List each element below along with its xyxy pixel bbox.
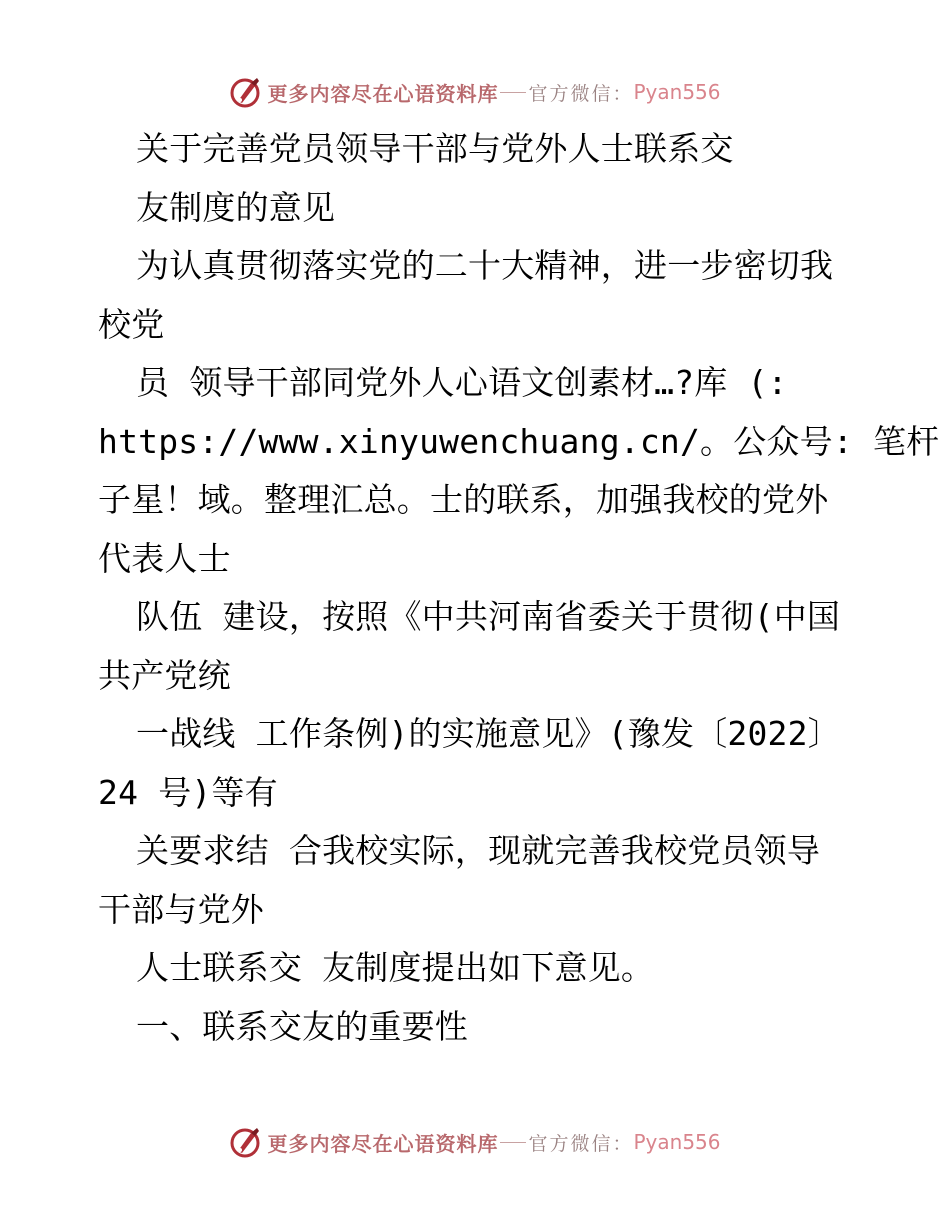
watermark-text: 更多内容尽在心语资料库 (267, 81, 499, 106)
document-line: 干部与党外 (98, 889, 264, 929)
watermark-wechat-label: 官方微信： (528, 1132, 634, 1155)
watermark-dash (500, 1142, 526, 1143)
watermark-text: 更多内容尽在心语资料库 (267, 1131, 499, 1156)
document-line: 代表人士 (98, 538, 231, 578)
footer-watermark-banner (0, 1122, 950, 1162)
document-line: 员 领导干部同党外人心语文创素材…?库 (: (136, 363, 788, 402)
watermark-dash (500, 92, 526, 93)
document-line: 关于完善党员领导干部与党外人士联系交 (136, 129, 734, 168)
watermark-wechat-id: Pyan556 (633, 1130, 721, 1154)
watermark-wechat-id: Pyan556 (633, 80, 721, 104)
document-line: 队伍 建设，按照《中共河南省委关于贯彻(中国 (136, 597, 841, 636)
header-watermark-banner (0, 72, 950, 112)
document-line: 一战线 工作条例)的实施意见》(豫发〔2022〕 (136, 714, 841, 753)
document-line: 一、联系交友的重要性 (136, 1006, 468, 1046)
document-line: 为认真贯彻落实党的二十大精神，进一步密切我 (136, 246, 834, 285)
document-line: 共产党统 (98, 655, 231, 695)
document-line: 人士联系交 友制度提出如下意见。 (136, 948, 655, 987)
pen-quill-logo-icon (229, 75, 263, 109)
document-line: 关要求结 合我校实际，现就完善我校党员领导 (136, 831, 821, 870)
document-body (98, 120, 940, 1056)
document-line: 友制度的意见 (136, 187, 336, 227)
pen-quill-logo-icon (229, 1125, 263, 1159)
document-line: 子星！域。整理汇总。士的联系，加强我校的党外 (98, 480, 829, 519)
document-line: 校党 (98, 304, 165, 344)
document-line: 24 号)等有 (98, 772, 278, 812)
document-line: https://www.xinyuwenchuang.cn/。公众号: 笔杆 (98, 421, 940, 461)
watermark-wechat-label: 官方微信： (528, 82, 634, 105)
